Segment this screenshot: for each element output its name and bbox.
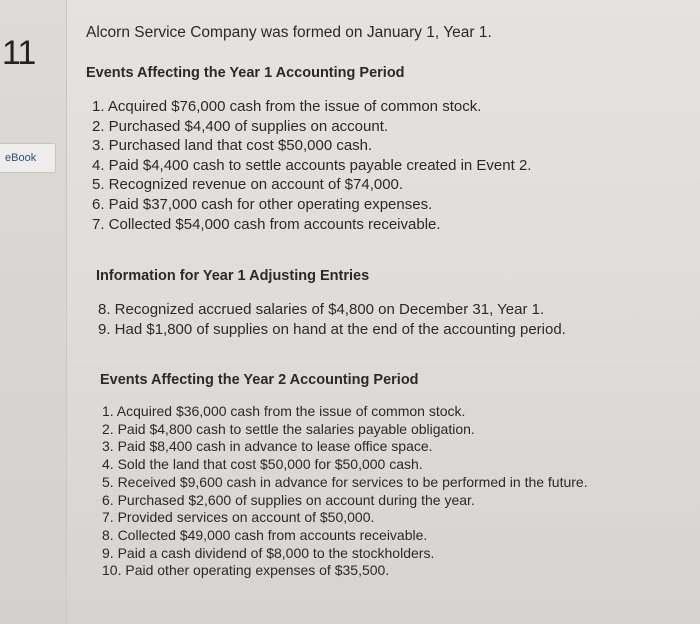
year1-events-list [92, 97, 531, 234]
list-item: 5. Received $9,600 cash in advance for services to be performed in the future. [102, 473, 588, 490]
list-item: 1. Acquired $76,000 cash from the issue of common stock. [92, 98, 482, 115]
list-item: 3. Paid $8,400 cash in advance to lease office space. [102, 438, 433, 455]
list-item: 7. Provided services on account of $50,000. [102, 509, 375, 526]
question-number: 11 [2, 34, 36, 72]
list-item: 9. Paid a cash dividend of $8,000 to the stockholders. [102, 544, 435, 561]
list-item: 4. Paid $4,400 cash to settle accounts payable created in Event 2. [92, 156, 532, 174]
list-item: 6. Paid $37,000 cash for other operating expenses. [92, 195, 433, 213]
list-item: 5. Recognized revenue on account of $74,000. [92, 176, 404, 194]
intro-text: Alcorn Service Company was formed on January 1, Year 1. [86, 24, 492, 41]
ebook-tab[interactable] [0, 143, 56, 173]
list-item: 1. Acquired $36,000 cash from the issue of common stock. [102, 403, 466, 419]
adjusting-heading: Information for Year 1 Adjusting Entries [96, 268, 370, 284]
list-item: 2. Paid $4,800 cash to settle the salaries payable obligation. [102, 420, 475, 437]
list-item: 10. Paid other operating expenses of $35,500. [102, 562, 390, 579]
list-item: 7. Collected $54,000 cash from accounts receivable. [92, 215, 441, 233]
list-item: 8. Recognized accrued salaries of $4,800 on December 31, Year 1. [98, 301, 545, 318]
left-sidebar [0, 0, 67, 624]
list-item: 4. Sold the land that cost $50,000 for $50,000 cash. [102, 456, 423, 473]
year2-events-list [102, 403, 588, 580]
adjusting-entries-list [98, 300, 566, 339]
list-item: 3. Purchased land that cost $50,000 cash. [92, 137, 373, 155]
ebook-label: eBook [5, 152, 37, 164]
year1-heading: Events Affecting the Year 1 Accounting Period [86, 65, 405, 81]
list-item: 6. Purchased $2,600 of supplies on account during the year. [102, 491, 475, 508]
list-item: 8. Collected $49,000 cash from accounts receivable. [102, 526, 428, 543]
list-item: 2. Purchased $4,400 of supplies on account. [92, 117, 389, 135]
year2-heading: Events Affecting the Year 2 Accounting Period [100, 372, 419, 388]
list-item: 9. Had $1,800 of supplies on hand at the end of the accounting period. [98, 320, 566, 338]
